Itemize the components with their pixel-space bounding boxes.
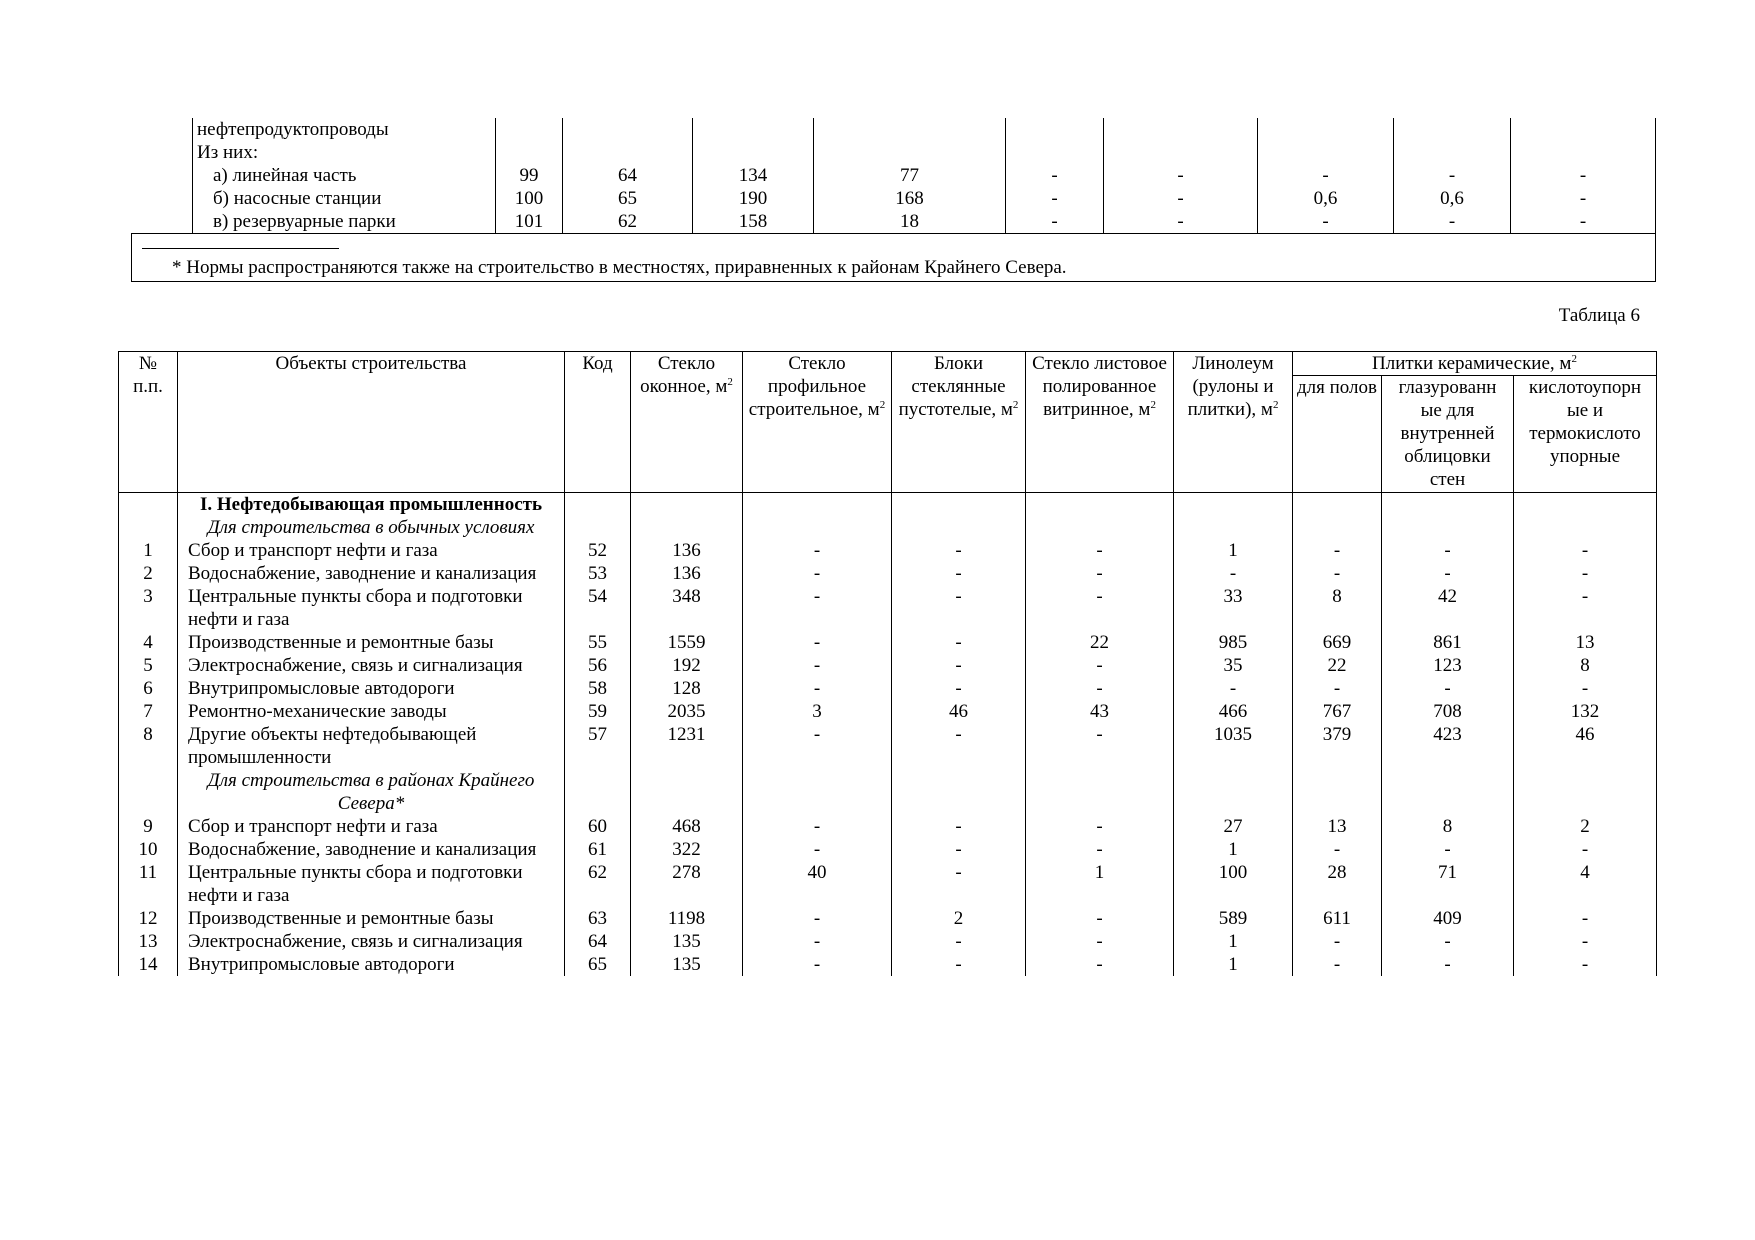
row-value: -	[1026, 654, 1174, 677]
row-num: 1	[119, 539, 178, 562]
row-code: 56	[565, 654, 631, 677]
top-row-num	[132, 118, 193, 141]
row-code: 53	[565, 562, 631, 585]
row-object: Водоснабжение, заводнение и канализация	[178, 562, 565, 585]
empty-cell	[119, 516, 178, 539]
table-row	[119, 585, 1657, 631]
row-value: -	[743, 562, 892, 585]
row-value: -	[1382, 953, 1514, 976]
row-num: 4	[119, 631, 178, 654]
row-value: -	[1293, 539, 1382, 562]
row-num: 14	[119, 953, 178, 976]
top-row-num	[132, 187, 193, 210]
row-value: 13	[1293, 815, 1382, 838]
row-code: 57	[565, 723, 631, 769]
header-glass-profile: Стекло профильное строительное, $м^2$	[743, 352, 892, 493]
row-value: 128	[631, 677, 743, 700]
row-value: -	[892, 631, 1026, 654]
row-value: -	[1174, 677, 1293, 700]
row-value: 1559	[631, 631, 743, 654]
row-value: 46	[1514, 723, 1657, 769]
row-value: -	[1026, 953, 1174, 976]
top-row-value: -	[1104, 187, 1258, 210]
row-value: 136	[631, 539, 743, 562]
top-row-value: -	[1104, 210, 1258, 234]
header-glass-sheet: Стекло листовое полированное витринное, $м^2$	[1026, 352, 1174, 493]
top-row-value: -	[1394, 210, 1511, 234]
table-caption: Таблица 6	[1558, 305, 1640, 326]
top-row-value: 65	[563, 187, 693, 210]
table-row	[119, 700, 1657, 723]
top-row-num	[132, 141, 193, 164]
top-row-value: 168	[814, 187, 1006, 210]
row-value: 669	[1293, 631, 1382, 654]
row-value: 192	[631, 654, 743, 677]
empty-cell	[1382, 516, 1514, 539]
row-value: 861	[1382, 631, 1514, 654]
empty-cell	[743, 493, 892, 517]
top-row-value: 0,6	[1394, 187, 1511, 210]
top-row-value	[1511, 141, 1656, 164]
row-value: -	[1026, 907, 1174, 930]
row-value: 46	[892, 700, 1026, 723]
row-value: -	[1382, 930, 1514, 953]
row-value: -	[743, 723, 892, 769]
top-table-row	[132, 164, 1656, 187]
header-tiles-glazed: глазурованн ые для внутренней облицовки стен	[1382, 376, 1514, 493]
row-num: 12	[119, 907, 178, 930]
row-value: 1	[1174, 838, 1293, 861]
row-value: -	[743, 907, 892, 930]
row-object: Другие объекты нефтедобывающей промышленности	[178, 723, 565, 769]
empty-cell	[1293, 516, 1382, 539]
row-value: 22	[1293, 654, 1382, 677]
row-value: 42	[1382, 585, 1514, 631]
row-code: 63	[565, 907, 631, 930]
top-row-value: -	[1006, 164, 1104, 187]
row-value: 2035	[631, 700, 743, 723]
empty-cell	[631, 493, 743, 517]
row-value: -	[892, 815, 1026, 838]
top-row-name: Из них:	[193, 141, 496, 164]
row-object: Водоснабжение, заводнение и канализация	[178, 838, 565, 861]
row-value: -	[1382, 562, 1514, 585]
row-value: 348	[631, 585, 743, 631]
subsection-row	[119, 516, 1657, 539]
empty-cell	[1026, 769, 1174, 815]
empty-cell	[565, 769, 631, 815]
top-row-value	[1258, 118, 1394, 141]
top-row-value	[1394, 118, 1511, 141]
row-value: 1231	[631, 723, 743, 769]
top-row-value	[496, 118, 563, 141]
row-value: 1035	[1174, 723, 1293, 769]
row-value: 8	[1382, 815, 1514, 838]
row-value: -	[892, 838, 1026, 861]
top-row-value	[693, 141, 814, 164]
footnote-cell	[132, 234, 1656, 282]
row-value: -	[743, 654, 892, 677]
row-value: 611	[1293, 907, 1382, 930]
top-row-value: 134	[693, 164, 814, 187]
row-object: Внутрипромысловые автодороги	[178, 677, 565, 700]
row-value: 71	[1382, 861, 1514, 907]
row-object: Центральные пункты сбора и подготовки нефти и газа	[178, 585, 565, 631]
subsection-row-title: Для строительства в обычных условиях	[178, 516, 565, 539]
row-value: -	[1382, 539, 1514, 562]
row-value: 135	[631, 930, 743, 953]
row-code: 52	[565, 539, 631, 562]
row-value: -	[1514, 953, 1657, 976]
empty-cell	[743, 769, 892, 815]
row-value: -	[1026, 585, 1174, 631]
main-table	[118, 351, 1657, 976]
empty-cell	[1293, 769, 1382, 815]
row-value: -	[1026, 723, 1174, 769]
empty-cell	[743, 516, 892, 539]
row-object: Центральные пункты сбора и подготовки нефти и газа	[178, 861, 565, 907]
row-value: 466	[1174, 700, 1293, 723]
row-code: 54	[565, 585, 631, 631]
header-tiles-acid: кислотоупорн ые и термокислото упорные	[1514, 376, 1657, 493]
table-row	[119, 654, 1657, 677]
row-object: Сбор и транспорт нефти и газа	[178, 815, 565, 838]
empty-cell	[1293, 493, 1382, 517]
top-row-value: 77	[814, 164, 1006, 187]
row-value: -	[892, 654, 1026, 677]
header-object: Объекты строительства	[178, 352, 565, 493]
row-value: -	[1293, 838, 1382, 861]
row-value: -	[1514, 677, 1657, 700]
top-row-value	[1006, 141, 1104, 164]
empty-cell	[1514, 769, 1657, 815]
row-num: 7	[119, 700, 178, 723]
row-value: -	[743, 953, 892, 976]
row-code: 58	[565, 677, 631, 700]
row-value: -	[892, 953, 1026, 976]
empty-cell	[631, 516, 743, 539]
footnote: * Нормы распространяются также на строительство в местностях, приравненных к районам Крайнего Севера.	[172, 257, 1067, 278]
row-value: -	[743, 677, 892, 700]
row-value: -	[1293, 953, 1382, 976]
top-row-name: нефтепродуктопроводы	[193, 118, 496, 141]
top-row-value: 18	[814, 210, 1006, 234]
row-object: Электроснабжение, связь и сигнализация	[178, 654, 565, 677]
table-row	[119, 953, 1657, 976]
row-value: -	[892, 539, 1026, 562]
empty-cell	[1026, 493, 1174, 517]
row-value: 1	[1026, 861, 1174, 907]
row-value: -	[1026, 838, 1174, 861]
row-num: 3	[119, 585, 178, 631]
empty-cell	[892, 516, 1026, 539]
top-row-num	[132, 210, 193, 234]
top-row-value	[1394, 141, 1511, 164]
row-code: 61	[565, 838, 631, 861]
empty-cell	[1514, 493, 1657, 517]
row-value: -	[1026, 677, 1174, 700]
top-row-value	[1104, 118, 1258, 141]
empty-cell	[565, 493, 631, 517]
section-row-title: I. Нефтедобывающая промышленность	[178, 493, 565, 517]
header-linoleum: Линолеум (рулоны и плитки), $м^2$	[1174, 352, 1293, 493]
top-row-name: б) насосные станции	[193, 187, 496, 210]
top-row-value: -	[1258, 210, 1394, 234]
row-value: -	[892, 861, 1026, 907]
empty-cell	[892, 769, 1026, 815]
row-value: 33	[1174, 585, 1293, 631]
row-value: -	[1514, 930, 1657, 953]
row-value: -	[892, 585, 1026, 631]
empty-cell	[631, 769, 743, 815]
top-row-value	[1104, 141, 1258, 164]
row-value: 708	[1382, 700, 1514, 723]
top-table-row	[132, 118, 1656, 141]
top-row-value: 62	[563, 210, 693, 234]
top-row-value: 99	[496, 164, 563, 187]
row-value: 8	[1514, 654, 1657, 677]
empty-cell	[1514, 516, 1657, 539]
row-value: 28	[1293, 861, 1382, 907]
header-tiles-floor: для полов	[1293, 376, 1382, 493]
row-num: 9	[119, 815, 178, 838]
row-code: 65	[565, 953, 631, 976]
empty-cell	[1174, 493, 1293, 517]
row-code: 55	[565, 631, 631, 654]
row-value: 123	[1382, 654, 1514, 677]
row-value: -	[743, 539, 892, 562]
top-row-value	[563, 141, 693, 164]
table-row	[119, 930, 1657, 953]
table-row	[119, 539, 1657, 562]
row-code: 64	[565, 930, 631, 953]
table-row	[119, 562, 1657, 585]
row-value: -	[743, 631, 892, 654]
top-row-value: -	[1006, 210, 1104, 234]
top-row-name: в) резервуарные парки	[193, 210, 496, 234]
row-value: 2	[892, 907, 1026, 930]
row-object: Ремонтно-механические заводы	[178, 700, 565, 723]
row-value: 135	[631, 953, 743, 976]
top-row-value: -	[1258, 164, 1394, 187]
top-row-num	[132, 164, 193, 187]
row-value: 132	[1514, 700, 1657, 723]
top-table-row	[132, 210, 1656, 234]
row-value: 8	[1293, 585, 1382, 631]
top-row-value	[496, 141, 563, 164]
row-value: -	[1026, 562, 1174, 585]
top-row-value: -	[1511, 210, 1656, 234]
row-value: -	[892, 723, 1026, 769]
row-value: -	[1293, 562, 1382, 585]
row-value: -	[892, 562, 1026, 585]
top-row-value: -	[1511, 187, 1656, 210]
row-value: 589	[1174, 907, 1293, 930]
empty-cell	[892, 493, 1026, 517]
top-row-value: 101	[496, 210, 563, 234]
row-value: -	[1382, 838, 1514, 861]
row-num: 6	[119, 677, 178, 700]
subsection-row	[119, 769, 1657, 815]
top-row-value: 158	[693, 210, 814, 234]
section-row	[119, 493, 1657, 517]
empty-cell	[565, 516, 631, 539]
row-value: -	[1293, 677, 1382, 700]
header-glass-blocks: Блоки стеклянные пустотелые, $м^2$	[892, 352, 1026, 493]
row-value: -	[892, 677, 1026, 700]
row-value: -	[1026, 539, 1174, 562]
row-num: 5	[119, 654, 178, 677]
row-value: 409	[1382, 907, 1514, 930]
row-value: 767	[1293, 700, 1382, 723]
top-row-value: 190	[693, 187, 814, 210]
row-num: 10	[119, 838, 178, 861]
row-value: -	[1514, 539, 1657, 562]
header-tiles-group: Плитки керамические, $м^2$	[1293, 352, 1657, 376]
table-row	[119, 677, 1657, 700]
row-value: 379	[1293, 723, 1382, 769]
row-object: Производственные и ремонтные базы	[178, 631, 565, 654]
row-value: 322	[631, 838, 743, 861]
empty-cell	[1026, 516, 1174, 539]
row-num: 2	[119, 562, 178, 585]
top-table	[131, 118, 1656, 282]
top-row-value	[1006, 118, 1104, 141]
footnote-rule	[142, 248, 339, 249]
top-row-value: -	[1511, 164, 1656, 187]
row-value: -	[1174, 562, 1293, 585]
row-value: 278	[631, 861, 743, 907]
top-row-value	[814, 141, 1006, 164]
row-code: 62	[565, 861, 631, 907]
row-num: 8	[119, 723, 178, 769]
empty-cell	[1382, 769, 1514, 815]
row-value: -	[1514, 585, 1657, 631]
row-value: 100	[1174, 861, 1293, 907]
top-row-name: а) линейная часть	[193, 164, 496, 187]
row-code: 59	[565, 700, 631, 723]
row-value: 1	[1174, 539, 1293, 562]
empty-cell	[119, 493, 178, 517]
empty-cell	[1174, 769, 1293, 815]
table-row	[119, 723, 1657, 769]
row-num: 13	[119, 930, 178, 953]
table-row	[119, 861, 1657, 907]
row-value: 13	[1514, 631, 1657, 654]
row-value: -	[743, 838, 892, 861]
row-value: -	[1026, 815, 1174, 838]
top-row-value: 100	[496, 187, 563, 210]
row-value: -	[1026, 930, 1174, 953]
row-value: 136	[631, 562, 743, 585]
row-object: Внутрипромысловые автодороги	[178, 953, 565, 976]
empty-cell	[1174, 516, 1293, 539]
row-value: 3	[743, 700, 892, 723]
row-value: 22	[1026, 631, 1174, 654]
top-row-value: -	[1104, 164, 1258, 187]
row-value: -	[1293, 930, 1382, 953]
row-value: 27	[1174, 815, 1293, 838]
header-num: № п.п.	[119, 352, 178, 493]
row-value: -	[743, 930, 892, 953]
table-row	[119, 815, 1657, 838]
row-value: 423	[1382, 723, 1514, 769]
row-value: 1	[1174, 953, 1293, 976]
row-value: 1198	[631, 907, 743, 930]
row-value: -	[743, 585, 892, 631]
top-row-value	[1511, 118, 1656, 141]
row-value: 985	[1174, 631, 1293, 654]
top-row-value	[1258, 141, 1394, 164]
row-object: Сбор и транспорт нефти и газа	[178, 539, 565, 562]
empty-cell	[119, 769, 178, 815]
table-row	[119, 631, 1657, 654]
row-value: -	[1514, 907, 1657, 930]
row-value: 4	[1514, 861, 1657, 907]
row-value: -	[743, 815, 892, 838]
row-value: -	[1514, 562, 1657, 585]
header-code: Код	[565, 352, 631, 493]
top-row-value	[563, 118, 693, 141]
top-row-value: -	[1006, 187, 1104, 210]
row-value: 35	[1174, 654, 1293, 677]
row-value: 40	[743, 861, 892, 907]
row-value: 468	[631, 815, 743, 838]
row-value: -	[1382, 677, 1514, 700]
row-value: 1	[1174, 930, 1293, 953]
row-value: 43	[1026, 700, 1174, 723]
top-table-row	[132, 141, 1656, 164]
row-object: Электроснабжение, связь и сигнализация	[178, 930, 565, 953]
empty-cell	[1382, 493, 1514, 517]
top-row-value	[693, 118, 814, 141]
subsection-row-title: Для строительства в районах Крайнего Севера*	[178, 769, 565, 815]
row-code: 60	[565, 815, 631, 838]
row-value: -	[1514, 838, 1657, 861]
row-num: 11	[119, 861, 178, 907]
top-table-row	[132, 187, 1656, 210]
table-row	[119, 838, 1657, 861]
row-object: Производственные и ремонтные базы	[178, 907, 565, 930]
top-row-value: -	[1394, 164, 1511, 187]
top-row-value: 0,6	[1258, 187, 1394, 210]
row-value: 2	[1514, 815, 1657, 838]
table-row	[119, 907, 1657, 930]
top-row-value	[814, 118, 1006, 141]
row-value: -	[892, 930, 1026, 953]
header-glass-window: Стекло оконное, $м^2$	[631, 352, 743, 493]
top-row-value: 64	[563, 164, 693, 187]
